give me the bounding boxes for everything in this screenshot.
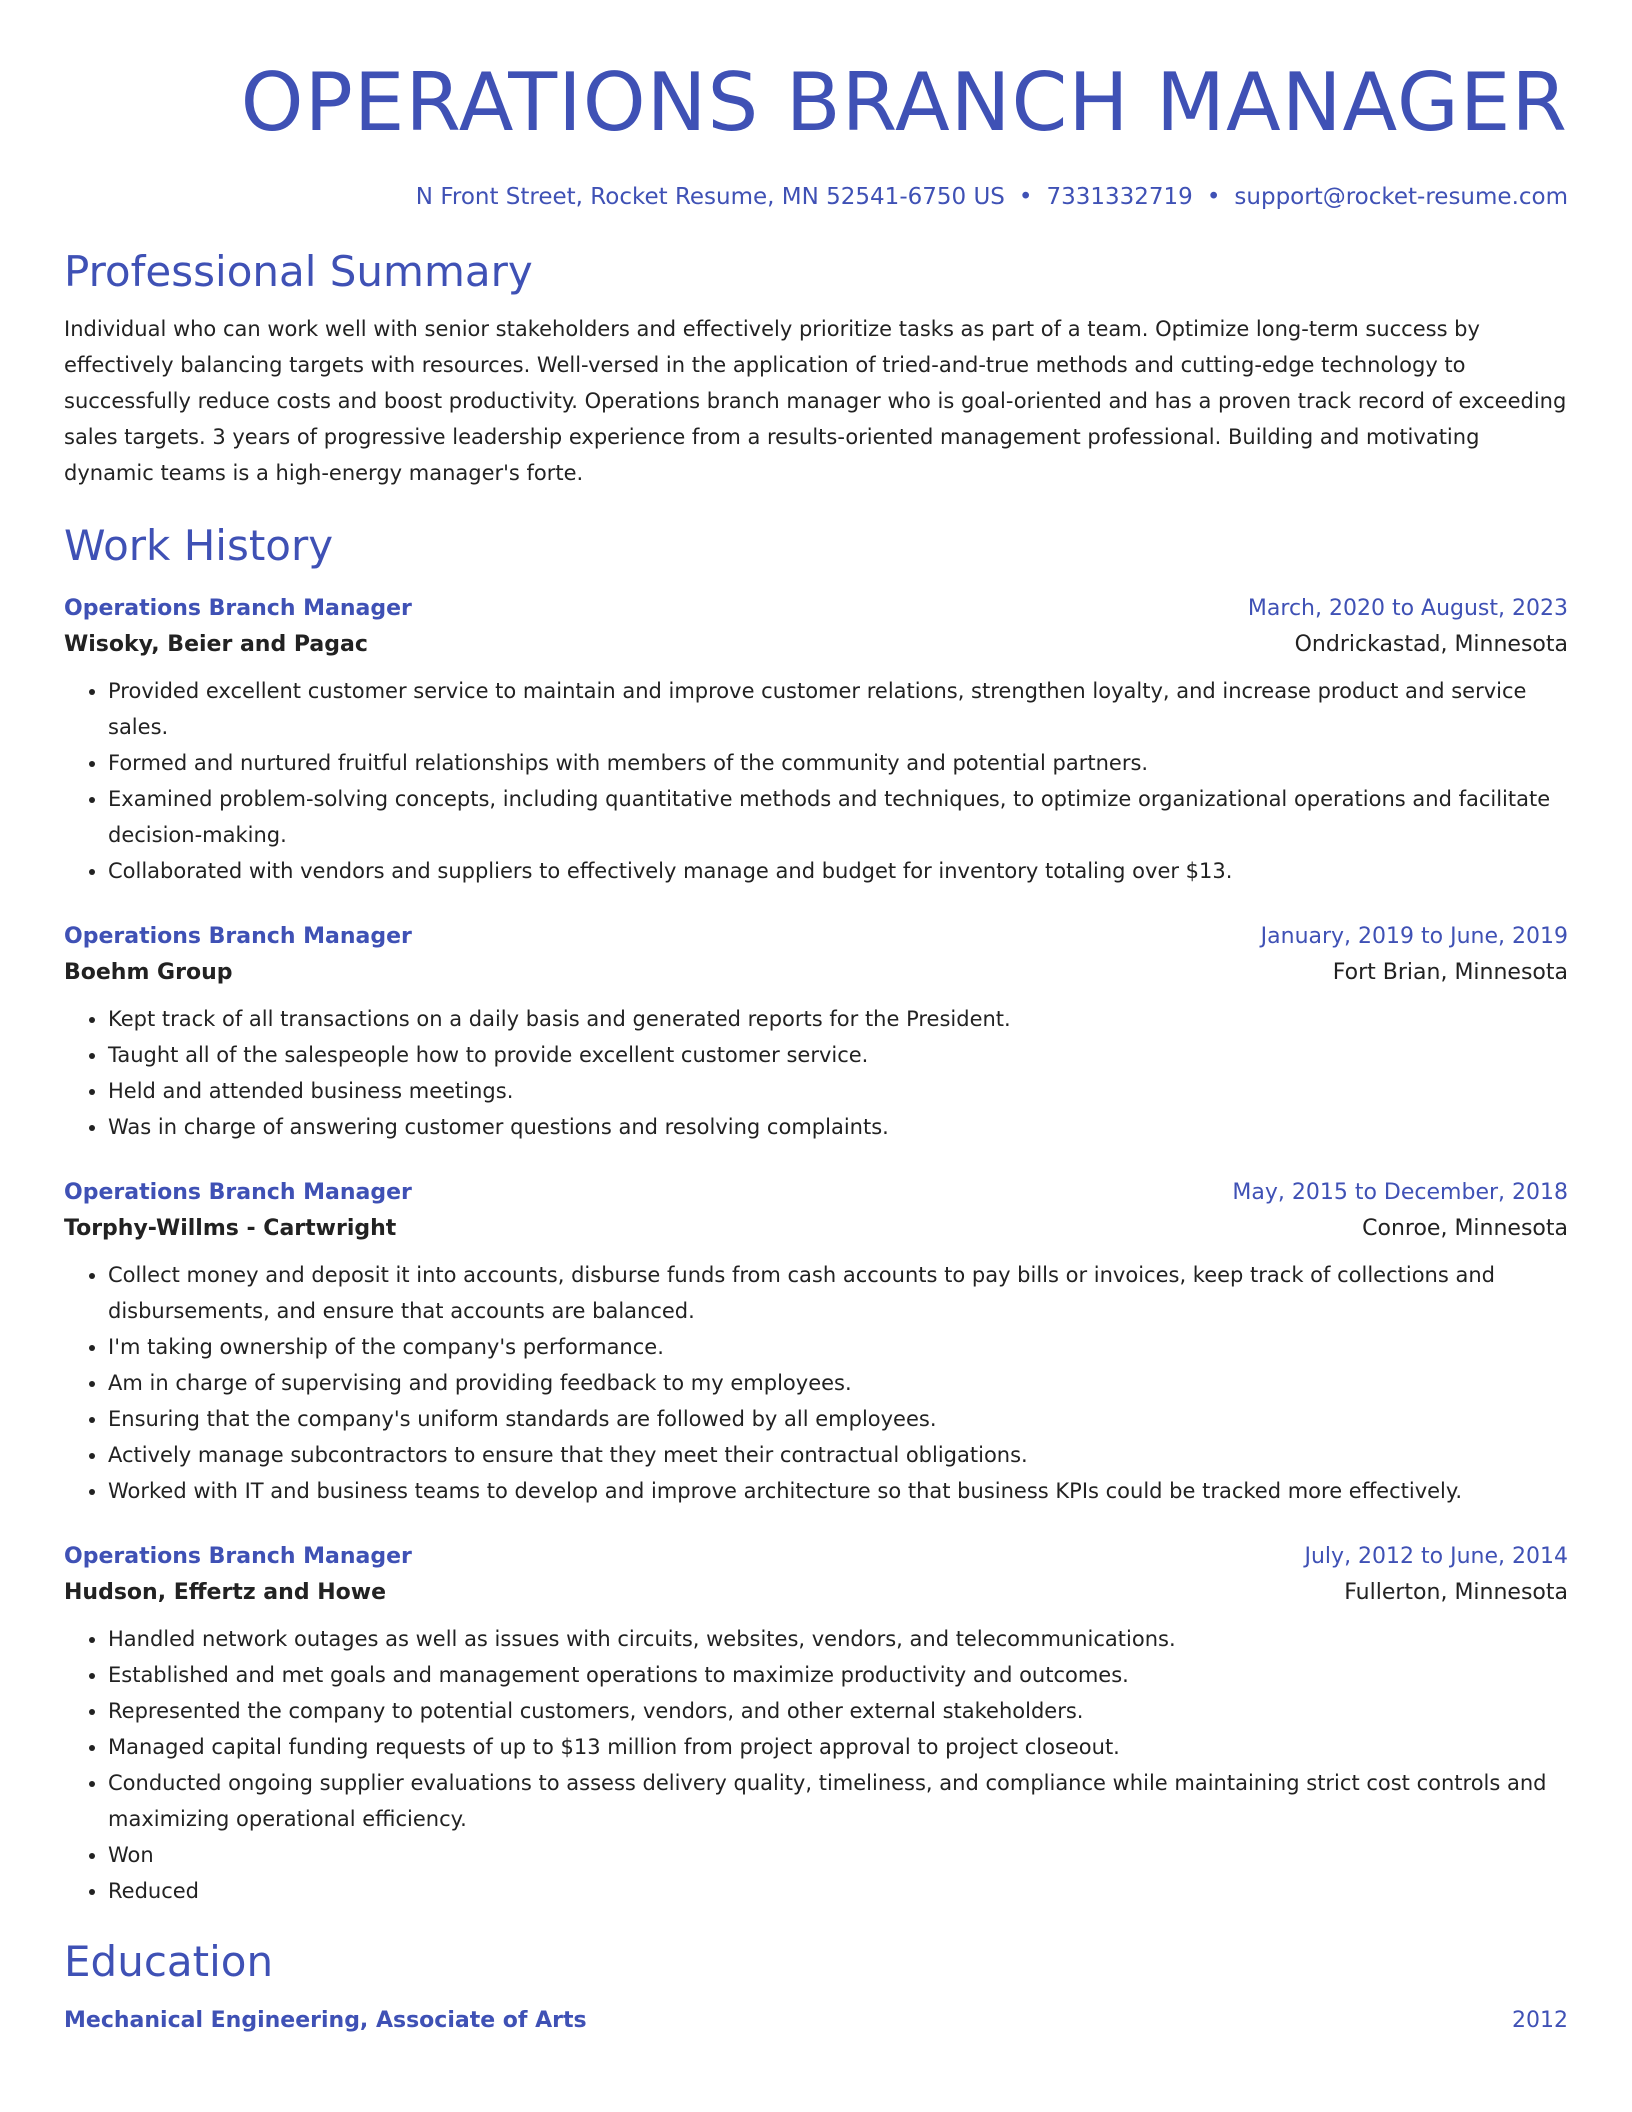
job-bullets [64, 1621, 1568, 1909]
contact-phone: 7331332719 [1046, 184, 1193, 210]
contact-line [64, 181, 1568, 213]
job-bullet: • Provided excellent customer service to maintain and improve customer relations, strengthen loyalty, and increase product and service sales. [108, 673, 1568, 745]
job-entry [64, 919, 1568, 1145]
contact-separator: • [1018, 184, 1033, 210]
job-company: Hudson, Effertz and Howe [64, 1580, 386, 1605]
job-bullet: • Am in charge of supervising and providing feedback to my employees. [108, 1365, 1568, 1401]
job-entry [64, 1175, 1568, 1509]
summary-text: Individual who can work well with senior stakeholders and effectively prioritize tasks as part of a team. Optimize long-term success by effectively balancing targets with resources. Well-versed in the application of tried-and-true methods and cutting-edge technology to successfully reduce costs and boost productivity. Operations branch manager who is goal-oriented and has a proven track record of exceeding sales targets. 3 years of progressive leadership experience from a results-oriented management professional. Building and motivating dynamic teams is a high-energy manager's forte. [64, 317, 1567, 485]
education-heading: Education [64, 1937, 274, 1986]
job-bullet: • Reduced [108, 1873, 1568, 1909]
job-location: Fort Brian, Minnesota [1332, 960, 1568, 985]
job-bullets [64, 1001, 1568, 1145]
resume-header [64, 0, 1568, 213]
job-bullet: • Actively manage subcontractors to ensure that they meet their contractual obligations. [108, 1437, 1568, 1473]
job-bullet: • Collect money and deposit it into accounts, disburse funds from cash accounts to pay bills or invoices, keep track of collections and disbursements, and ensure that accounts are balanced. [108, 1257, 1568, 1329]
job-bullet: • Formed and nurtured fruitful relationships with members of the community and potential partners. [108, 745, 1568, 781]
job-bullet: • Won [108, 1837, 1568, 1873]
resume-name: OPERATIONS BRANCH MANAGER [240, 56, 1568, 149]
job-bullet: • Established and met goals and management operations to maximize productivity and outcomes. [108, 1657, 1568, 1693]
job-bullet: • Managed capital funding requests of up to $13 million from project approval to project closeout. [108, 1729, 1568, 1765]
job-dates: January, 2019 to June, 2019 [1260, 924, 1568, 949]
education-degree: Mechanical Engineering, Associate of Arts [64, 2008, 587, 2033]
job-dates: May, 2015 to December, 2018 [1232, 1180, 1568, 1205]
job-bullet: • Held and attended business meetings. [108, 1073, 1568, 1109]
job-bullets [64, 1257, 1568, 1509]
contact-email: support@rocket-resume.com [1234, 184, 1568, 210]
job-bullet: • Handled network outages as well as issues with circuits, websites, vendors, and telecommunications. [108, 1621, 1568, 1657]
job-title: Operations Branch Manager [64, 1544, 412, 1569]
job-dates: March, 2020 to August, 2023 [1247, 596, 1568, 621]
job-entry [64, 591, 1568, 889]
contact-separator: • [1206, 184, 1221, 210]
job-company: Torphy-Willms - Cartwright [64, 1216, 397, 1241]
education-year: 2012 [1512, 2008, 1568, 2033]
summary-heading: Professional Summary [64, 247, 533, 296]
job-company: Wisoky, Beier and Pagac [64, 632, 368, 657]
job-title: Operations Branch Manager [64, 1180, 412, 1205]
job-bullets [64, 673, 1568, 889]
job-title: Operations Branch Manager [64, 924, 412, 949]
job-bullet: • I'm taking ownership of the company's performance. [108, 1329, 1568, 1365]
job-bullet: • Ensuring that the company's uniform standards are followed by all employees. [108, 1401, 1568, 1437]
job-bullet: • Worked with IT and business teams to develop and improve architecture so that business KPIs could be tracked more effectively. [108, 1473, 1568, 1509]
job-bullet: • Collaborated with vendors and suppliers to effectively manage and budget for inventory totaling over $13. [108, 853, 1568, 889]
job-bullet: • Kept track of all transactions on a daily basis and generated reports for the President. [108, 1001, 1568, 1037]
job-location: Fullerton, Minnesota [1344, 1580, 1568, 1605]
contact-address: N Front Street, Rocket Resume, MN 52541-6750 US [415, 184, 1005, 210]
job-title: Operations Branch Manager [64, 596, 412, 621]
job-bullet: • Was in charge of answering customer questions and resolving complaints. [108, 1109, 1568, 1145]
job-bullet: • Examined problem-solving concepts, including quantitative methods and techniques, to optimize organizational operations and facilitate decision-making. [108, 781, 1568, 853]
job-bullet: • Conducted ongoing supplier evaluations to assess delivery quality, timeliness, and compliance while maintaining strict cost controls and maximizing operational efficiency. [108, 1765, 1568, 1837]
education-entry [64, 2003, 1568, 2039]
work-history-heading: Work History [64, 521, 334, 570]
job-bullet: • Represented the company to potential customers, vendors, and other external stakeholders. [108, 1693, 1568, 1729]
job-location: Ondrickastad, Minnesota [1294, 632, 1568, 657]
job-entry [64, 1539, 1568, 1909]
job-dates: July, 2012 to June, 2014 [1304, 1544, 1568, 1569]
job-location: Conroe, Minnesota [1362, 1216, 1568, 1241]
job-bullet: • Taught all of the salespeople how to provide excellent customer service. [108, 1037, 1568, 1073]
job-company: Boehm Group [64, 960, 233, 985]
